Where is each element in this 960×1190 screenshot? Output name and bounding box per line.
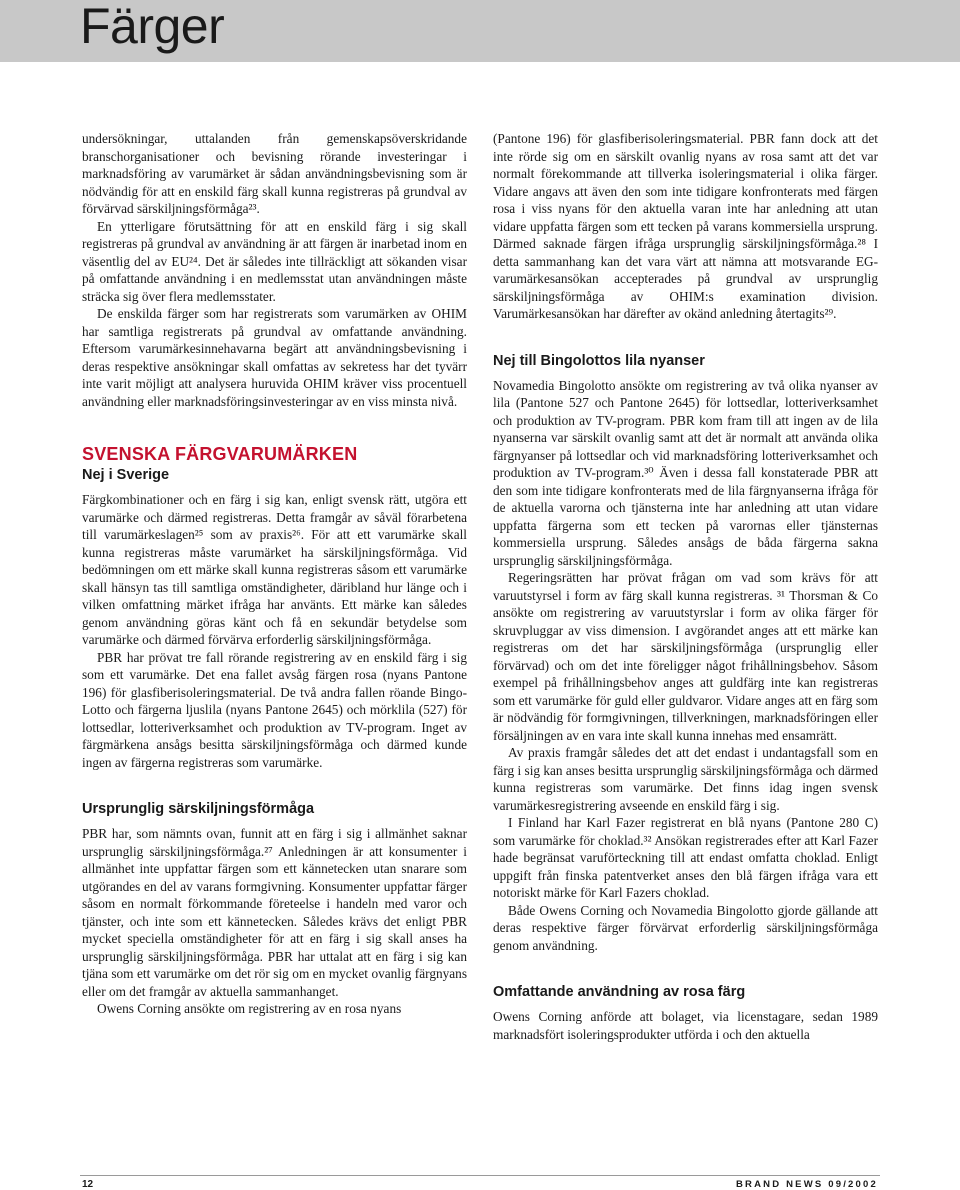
subhead-nej-i-sverige: Nej i Sverige [82,467,170,483]
subhead-ursprunglig: Ursprunglig särskiljningsförmåga [82,801,315,817]
page-number: 12 [82,1179,94,1190]
right-column [493,130,878,1043]
left-paragraph-3: De enskilda färger som har registrerats som varumärken av OHIM har samtliga registrerats på grundval av omfattande användning. Eftersom varumärkesinnehavarna begärt att användningsbevisning i deras respektive ansökningar skall omfattas av sekretess har det tyvärr inte varit möjligt att analysera huruvida OHIM kräver viss procentuell användning eller marknadsföringsinvesteringar av en viss minsta nivå. [82,306,467,409]
right-paragraph-7: Owens Corning anförde att bolaget, via licenstagare, sedan 1989 marknadsfört isoleringsprodukter utförda i och den aktuella [493,1009,878,1042]
page-title: Färger [80,0,225,54]
left-paragraph-6: PBR har, som nämnts ovan, funnit att en färg i sig i allmänhet saknar ursprunglig särskiljningsförmåga.²⁷ Anledningen är att konsumenter i allmänhet inte uppfattar färgen som ett kännetecken utan snarare som utgörandes en del av varans formgivning. Konsumenter uppfattar färger såsom en normalt förkommande företeelse i handeln med varor och tjänster, och inte som ett kännetecken. Således krävs det enligt PBR mycket speciella omständigheter för att en färg i sig skall anses ha ursprunglig särskiljningsförmåga. PBR har uttalat att en färg i sig kan tjäna som ett varumärke om det rör sig om en mycket ovanlig färgnyans eller om det framgår av aktuella sammanhanget. [82,826,467,999]
subhead-rosa-farg: Omfattande användning av rosa färg [493,984,746,1000]
left-paragraph-4: Färgkombinationer och en färg i sig kan, enligt svensk rätt, utgöra ett varumärke och därmed registreras. Detta framgår av såväl förarbetena till varumärkeslagen²⁵ som av praxis²⁶. För att ett varumärke skall kunna registreras måste varumärket ha särskiljningsförmåga. Vid bedömningen om ett märke skall kunna registreras såsom ett varumärke skall hänsyn tas till samtliga omständigheter, däribland hur länge och i vilken omfattning märket ifråga har använts. Ett märke kan således genom användning göras känt och få en sekundär betydelse som varumärke och därmed förvärva erforderlig särskiljningsförmåga. [82,492,467,647]
footer-divider [80,1175,880,1176]
right-paragraph-1: (Pantone 196) för glasfiberisoleringsmaterial. PBR fann dock att det inte rörde sig om en särskilt ovanlig nyans av rosa samt att det var normalt förekommande att tillverka isoleringsmaterial i olika färger. Vidare angavs att även den som inte tidigare konfronterats med färgen rosa i viss nyans för den aktuella varan inte har anledning att utan vidare uppfatta färgen som ett tecken på varans kommersiella ursprung. Därmed saknade färgen ifråga ursprunglig särskiljningsförmåga.²⁸ I detta sammanhang kan det vara värt att nämna att motsvarande EG-varumärkesansökan accepterades på grundval av ursprunglig särskiljningsförmåga av OHIM:s examination division. Varumärkesansökan har därefter av okänd anledning återtagits²⁹. [493,131,878,321]
right-paragraph-3: Regeringsrätten har prövat frågan om vad som krävs för att varuutstyrsel i form av färg skall kunna registreras. ³¹ Thorsman & Co ansökte om registrering av varuutstyrslar i form av olika färger för skruvpluggar av viss dimension. I avgörandet anges att ett märke kan registreras om det har särskiljningsförmåga (ursprunglig eller förvärvad) och om det inte föreligger något frihållningsbehov. Såsom exempel på frihållningsbehov anges att guldfärg inte kan registreras som ett varumärke för guld eller guldvaror. Vidare anges att en färg som är nödvändig för formgivningen, tillverkningen, marknadsföringen eller försäljningen av en vara inte skall kunna innehas med ensamrätt. [493,570,878,743]
subhead-bingolotto: Nej till Bingolottos lila nyanser [493,352,705,369]
right-paragraph-6: Både Owens Corning och Novamedia Bingolotto gjorde gällande att deras respektive färger förvärvat erforderlig särskiljningsförmåga genom användning. [493,902,878,953]
right-paragraph-5: I Finland har Karl Fazer registrerat en blå nyans (Pantone 280 C) som varumärke för choklad.³² Ansökan registrerades efter att Karl Fazer hade begränsat varuförteckning till att endast omfatta choklad. Enligt uppgift från finska patentverket anses den blå färgen ifråga vara ett notoriskt märke för Karl Fazers choklad. [493,815,878,900]
left-paragraph-1: undersökningar, uttalanden från gemenskapsöverskridande branschorganisationer och bevisning rörande investeringar i marknadsföring av varumärket är sådan användningsbevisning som är nödvändig för att en enskild färg skall kunna registreras på grundval av förvärvad särskiljningsförmåga²³. [82,131,467,216]
left-column [82,130,467,1018]
section-title: SVENSKA FÄRGVARUMÄRKEN [82,444,358,464]
publication-name: BRAND NEWS 09/2002 [735,1179,878,1190]
left-paragraph-2: En ytterligare förutsättning för att en enskild färg i sig skall registreras på grundval av användning är att färgen är inarbetad inom en väsentlig del av EU²⁴. Det är således inte tillräckligt att sökanden visar på omfattande användning i en medlemsstat utan användningen måste sträcka sig över flera medlemsstater. [82,218,467,304]
left-paragraph-7: Owens Corning ansökte om registrering av en rosa nyans [97,1001,402,1016]
right-paragraph-2: Novamedia Bingolotto ansökte om registrering av två olika nyanser av lila (Pantone 527 och Pantone 2645) för lottsedlar, lotteriverksamhet och produktion av TV-program. PBR kom fram till att ingen av de lila nyanserna var särskilt ovanlig samt att det är normalt att använda olika färgnyanser på lottsedlar och vid marknadsföring lotteriverksamhet och produktion av TV-program.³⁰ Även i dessa fall konstaterade PBR att den som inte tidigare konfronterats med de lila färgnyanserna ifråga för de aktuella varorna och tjänsterna inte har anledning att utan vidare uppfatta färgerna som ett tecken på varornas eller tjänsternas kommersiella ursprung. Således ansågs de båda färgerna sakna ursprunglig särskiljningsförmåga. [493,377,878,568]
left-paragraph-5: PBR har prövat tre fall rörande registrering av en enskild färg i sig som ett varumärke. Det ena fallet avsåg färgen rosa (nyans Pantone 196) för glasfiberisoleringsmaterial. De två andra fallen röande Bingo-Lotto och färgerna ljuslila (nyans Pantone 2645) och mörklila (527) för lottsedlar, lotteriverksamhet och produktion av TV-program. Inget av färgmärkena ansågs besitta särskiljningsförmåga och därmed kunde ingen av färgerna registreras som varumärke. [82,649,467,770]
right-paragraph-4: Av praxis framgår således det att det endast i undantagsfall som en färg i sig kan anses besitta ursprunglig särskiljningsförmåga och därmed kunna registreras som varumärke. Det finns idag ingen svensk varumärkesregistrering avseende en enskild färg i sig. [493,745,878,813]
